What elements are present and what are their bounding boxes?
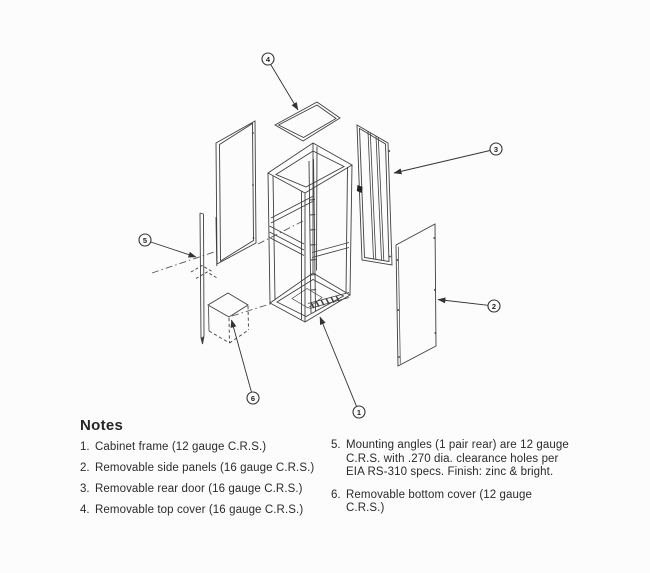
callout-5-label: 5 bbox=[142, 235, 148, 245]
mounting-angle bbox=[191, 213, 218, 344]
note-number: 1. bbox=[80, 441, 90, 453]
rear-door bbox=[357, 125, 392, 265]
note-item-1 bbox=[80, 441, 338, 455]
note-item-3 bbox=[80, 483, 338, 497]
callout-4-label: 4 bbox=[265, 54, 271, 64]
top-cover bbox=[275, 102, 340, 141]
note-text: Removable bottom cover (12 gauge C.R.S.) bbox=[346, 488, 533, 514]
note-text: Removable top cover (16 gauge C.R.S.) bbox=[95, 504, 304, 516]
note-item-6 bbox=[331, 489, 571, 516]
callout-1-label: 1 bbox=[356, 407, 362, 417]
note-number: 6. bbox=[331, 488, 341, 501]
note-text: Removable rear door (16 gauge C.R.S.) bbox=[95, 483, 303, 495]
callout-3 bbox=[394, 143, 502, 173]
note-number: 2. bbox=[80, 462, 90, 474]
note-text: Removable side panels (16 gauge C.R.S.) bbox=[95, 462, 315, 474]
callout-6-label: 6 bbox=[250, 393, 256, 403]
side-panel-left bbox=[216, 121, 256, 264]
section-break-marks bbox=[191, 266, 218, 279]
callout-2-label: 2 bbox=[491, 301, 497, 311]
callout-2 bbox=[438, 300, 500, 313]
callout-1 bbox=[320, 317, 365, 418]
notes-column-right bbox=[331, 439, 571, 523]
callout-4 bbox=[262, 53, 298, 110]
note-item-5 bbox=[331, 439, 571, 480]
notes-heading: Notes bbox=[80, 417, 124, 434]
side-panel-right bbox=[396, 224, 436, 366]
note-number: 4. bbox=[80, 504, 90, 516]
note-item-2 bbox=[80, 462, 338, 476]
notes-column-left bbox=[80, 441, 338, 525]
callout-3-label: 3 bbox=[493, 144, 499, 154]
callout-5 bbox=[139, 234, 196, 257]
note-number: 3. bbox=[80, 483, 90, 495]
note-text: Mounting angles (1 pair rear) are 12 gauge C.R.S. with .270 dia. clearance holes per EIA RS-310 specs. Finish: zinc & bright. bbox=[346, 439, 569, 478]
note-text: Cabinet frame (12 gauge C.R.S.) bbox=[95, 441, 267, 453]
note-item-4 bbox=[80, 504, 338, 518]
bottom-cover bbox=[208, 293, 249, 343]
note-number: 5. bbox=[331, 439, 341, 451]
